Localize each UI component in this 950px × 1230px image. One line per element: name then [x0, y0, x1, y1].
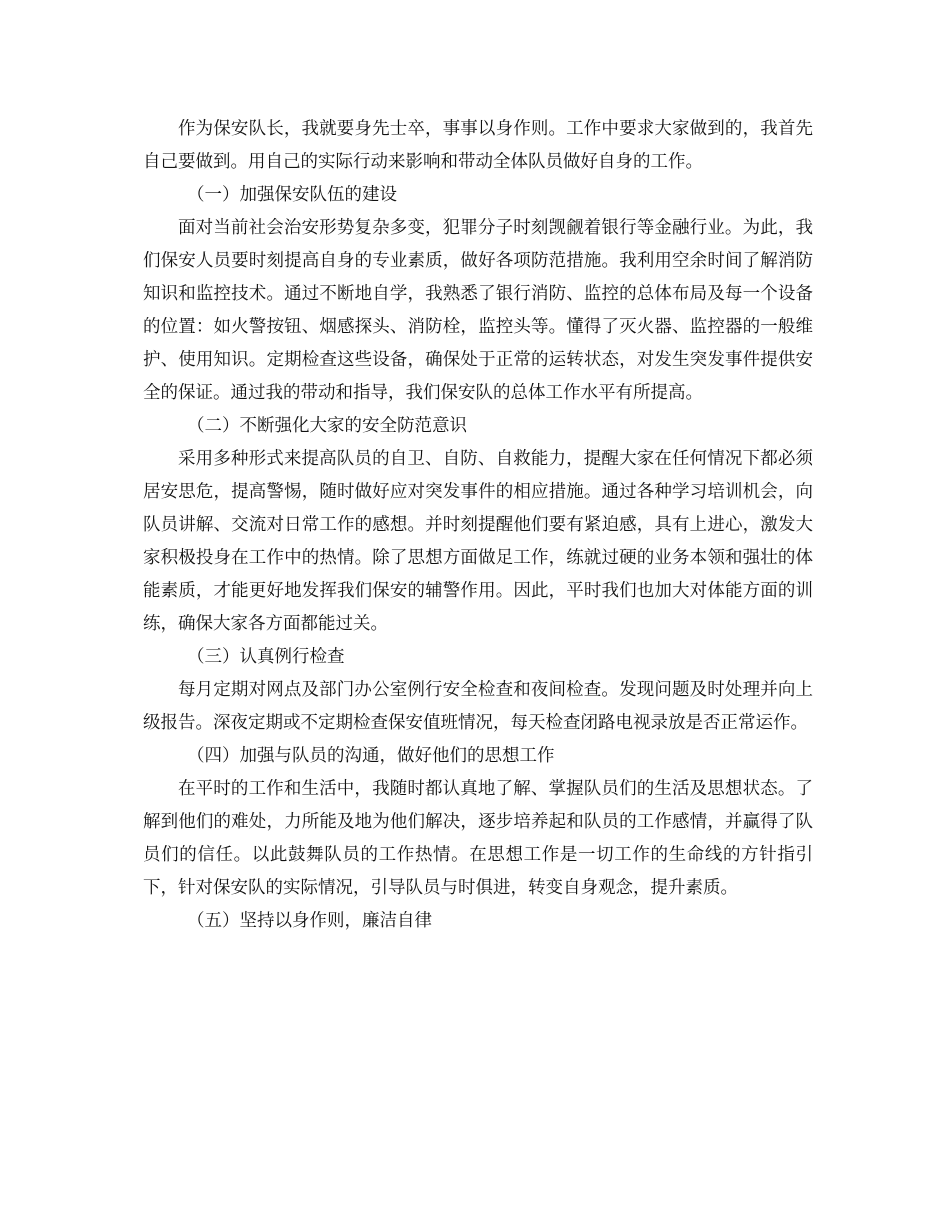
section-heading-4: （四）加强与队员的沟通，做好他们的思想工作: [187, 746, 555, 766]
paragraph-section-3: 每月定期对网点及部门办公室例行安全检查和夜间检查。发现问题及时处理并向上级报告。深夜定期或不定期检查保安值班情况，每天检查闭路电视录放是否正常运作。: [143, 680, 813, 733]
section-heading-5: （五）坚持以身作则，廉洁自律: [187, 911, 432, 931]
paragraph-section-4: 在平时的工作和生活中，我随时都认真地了解、掌握队员们的生活及思想状态。了解到他们的难处，力所能及地为他们解决，逐步培养起和队员的工作感情，并赢得了队员们的信任。以此鼓舞队员的工作热情。在思想工作是一切工作的生命线的方针指引下，针对保安队的实际情况，引导队员与时俱进，转变自身观念，提升素质。: [143, 779, 813, 898]
document-page: [143, 113, 813, 938]
section-heading-2: （二）不断强化大家的安全防范意识: [187, 416, 467, 436]
paragraph-intro: 作为保安队长，我就要身先士卒，事事以身作则。工作中要求大家做到的，我首先自己要做到。用自己的实际行动来影响和带动全体队员做好自身的工作。: [143, 119, 813, 172]
paragraph-section-1: 面对当前社会治安形势复杂多变，犯罪分子时刻觊觎着银行等金融行业。为此，我们保安人员要时刻提高自身的专业素质，做好各项防范措施。我利用空余时间了解消防知识和监控技术。通过不断地自学，我熟悉了银行消防、监控的总体布局及每一个设备的位置：如火警按钮、烟感探头、消防栓，监控头等。懂得了灭火器、监控器的一般维护、使用知识。定期检查这些设备，确保处于正常的运转状态，对发生突发事件提供安全的保证。通过我的带动和指导，我们保安队的总体工作水平有所提高。: [143, 218, 813, 403]
paragraph-section-2: 采用多种形式来提高队员的自卫、自防、自救能力，提醒大家在任何情况下都必须居安思危，提高警惕，随时做好应对突发事件的相应措施。通过各种学习培训机会，向队员讲解、交流对日常工作的感想。并时刻提醒他们要有紧迫感，具有上进心，激发大家积极投身在工作中的热情。除了思想方面做足工作，练就过硬的业务本领和强壮的体能素质，才能更好地发挥我们保安的辅警作用。因此，平时我们也加大对体能方面的训练，确保大家各方面都能过关。: [143, 449, 813, 634]
section-heading-3: （三）认真例行检查: [187, 647, 345, 667]
section-heading-1: （一）加强保安队伍的建设: [187, 185, 397, 205]
